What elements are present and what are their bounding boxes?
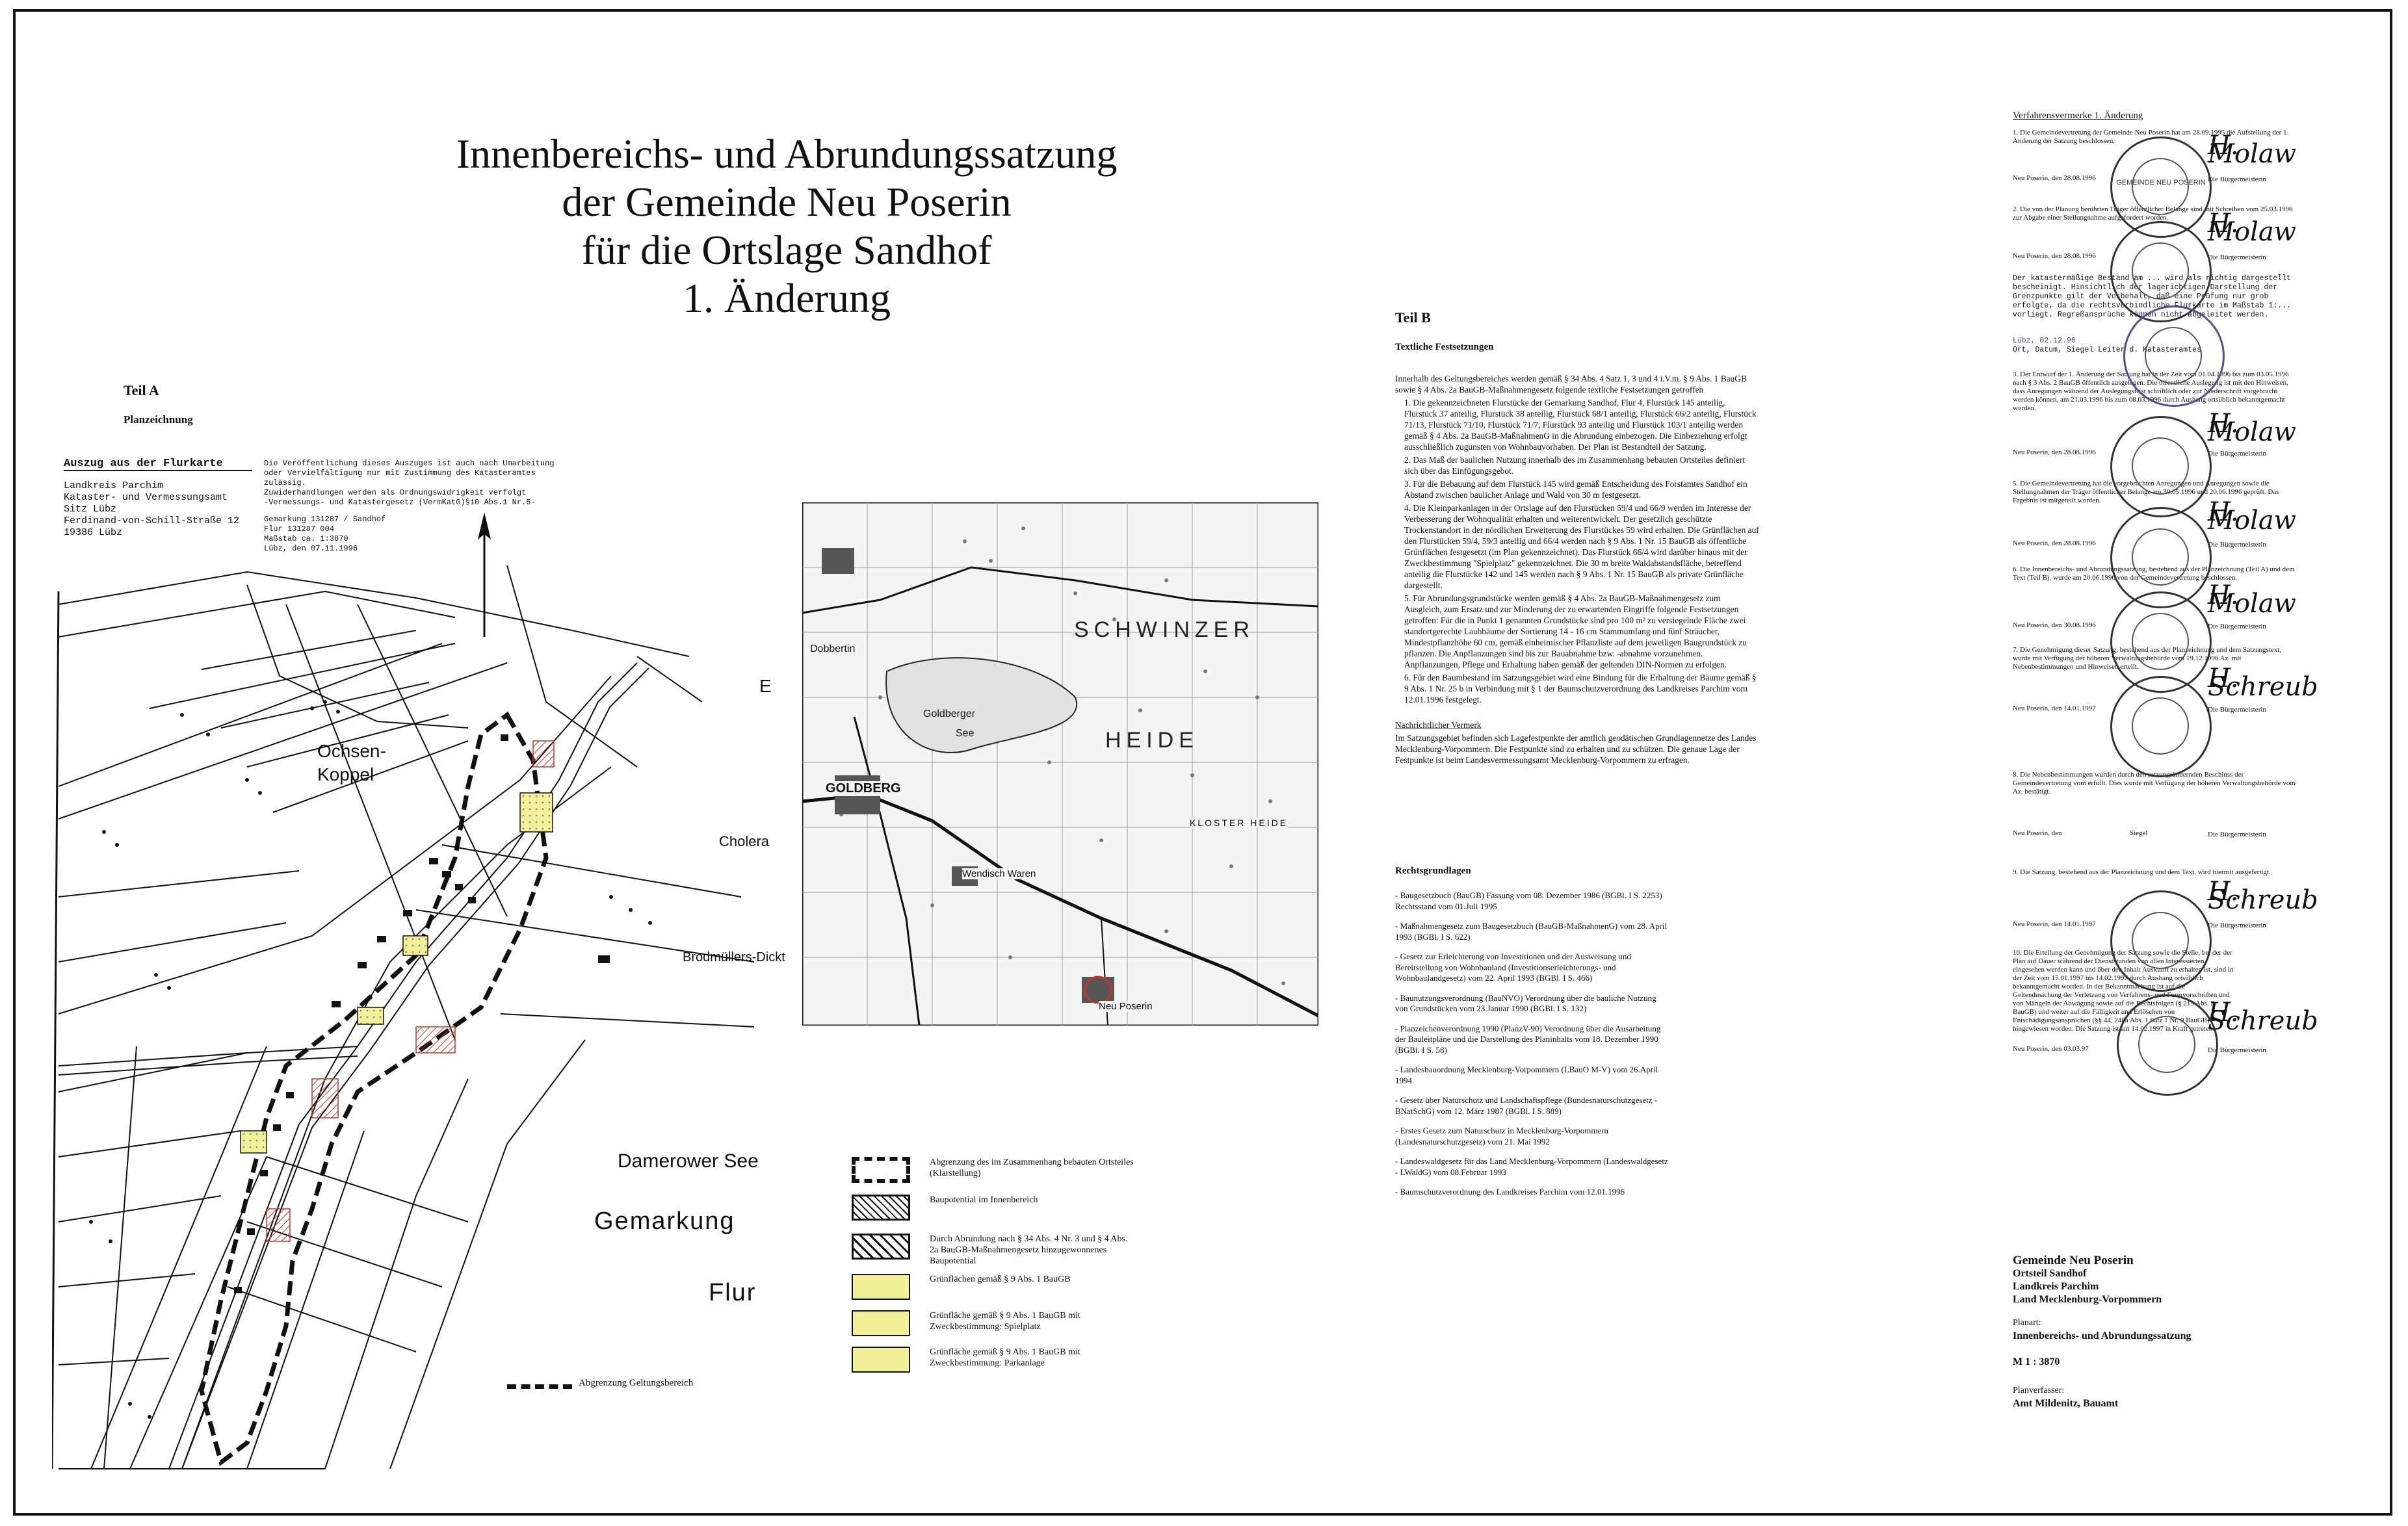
verfahrensvermerke xyxy=(2013,110,2377,1098)
title-block-land: Land Mecklenburg-Vorpommern xyxy=(2013,1294,2162,1305)
signature: H. Schreub xyxy=(2208,877,2318,915)
kataster-date: Lübz, 02.12.96 xyxy=(2013,337,2076,345)
rechtsgrundlage-item: - Maßnahmengesetz zum Baugesetzbuch (BauGB-MaßnahmenG) vom 28. April 1993 (BGBl. I S. 622) xyxy=(1395,921,1668,942)
vermerk-role: Die Bürgermeisterin xyxy=(2208,175,2266,183)
cadastral-plan xyxy=(52,507,787,1475)
flurkarte-notice xyxy=(264,459,569,508)
legend-label: Baupotential im Innenbereich xyxy=(930,1195,1038,1205)
vermerk-text: 7. Die Genehmigung dieser Satzung, bestehend aus der Planzeichnung und dem Satzungstext, wurde mit Verfügung der höheren Verwaltungsbehörde vom 19.12.1996 Az. mit Nebenbestimmungen und Hinweisen erteilt. xyxy=(2013,646,2282,671)
notice-line: Zuwiderhandlungen werden als Ordnungswidrigkeit verfolgt xyxy=(264,488,527,497)
vermerk-date: Neu Poserin, den 03.03.97 xyxy=(2013,1045,2089,1053)
legend-symbol-parkanlage xyxy=(852,1347,910,1373)
title-line-4: 1. Änderung xyxy=(683,275,891,321)
label-ochsen: Ochsen- xyxy=(317,741,386,761)
rechtsgrundlage-item: - Erstes Gesetz zum Naturschutz in Mecklenburg-Vorpommern (Landesnaturschutzgesetz) vom 21. Mai 1992 xyxy=(1395,1126,1609,1146)
legend-label: Durch Abrundung nach § 34 Abs. 4 Nr. 3 und § 4 Abs. 2a BauGB-Maßnahmengesetz hinzugewonnenes Baupotential xyxy=(930,1234,1128,1266)
abrundung-area xyxy=(416,1027,455,1053)
festsetzung-item: 4. Die Kleinparkanlagen in der Ortslage auf den Flurstücken 59/4 und 66/9 werden im Interesse der Verbesserung der Wohnqualität erhalten und weiterentwickelt. Der gesetzlich geschützte Trockenstandort in der nördlichen Erweiterung des Flurstückes 59 wird erhalten. Die Grünflächen auf den Flurstücken 59/4, 59/3 anteilig und 66/4 werden nach § 9 Abs. 1 Nr. 15 BauGB als öffentliche Grünflächen festgesetzt (im Plan gekennzeichnet). Das Flurstück 66/4 wird darüber hinaus mit der Zweckbestimmung "Spielplatz" gekennzeichnet. Die 30 m breite Waldabstandsfläche, betreffend anteilig die Flurstücke 142 und 145 werden nach § 9 Abs. 1 Nr. 15 BauGB als private Grünfläche dargestellt. xyxy=(1404,503,1759,590)
festsetzung-item: 6. Für den Baumbestand im Satzungsgebiet wird eine Bindung für die Erhaltung der Bäume gemäß § 9 Abs. 1 Nr. 25 b in Verbindung mit § 1 der Baumschutzverordnung des Landkreises Parchim vom 12.01.1996 festgelegt. xyxy=(1404,673,1757,705)
notice-line: Die Veröffentlichung dieses Auszuges ist auch nach Umarbeitung xyxy=(264,459,555,468)
vermerk-text: 2. Die von der Planung berührten Träger öffentlicher Belange sind mit Schreiben vom 25.03.1996 zur Abgabe einer Stellungnahme aufgefordert worden. xyxy=(2013,205,2293,222)
teil-a-heading: Teil A xyxy=(124,382,159,398)
topo-label-heide: HEIDE xyxy=(1105,728,1199,753)
abrundung-area xyxy=(312,1079,338,1118)
green-area xyxy=(403,936,428,955)
title-block-planverfasser: Amt Mildenitz, Bauamt xyxy=(2013,1398,2119,1409)
legend-item xyxy=(852,1274,1125,1313)
signature: H. Molaw xyxy=(2208,209,2296,247)
vermerk-text: 3. Der Entwurf der 1. Änderung der Satzung hat in der Zeit vom 01.04.1996 bis zum 03.05.1996 nach § 3 Abs. 2 BauGB öffentlich ausgelegen. Die öffentliche Auslegung ist mit den Hinweisen, dass Anregungen während der Auslegungsfrist schriftlich oder zur Niederschrift vorgebracht werden können, am 21.03.1996 bis zum 08.03.1996 durch Aushang ortsüblich bekanntgemacht worden. xyxy=(2013,370,2289,412)
legend-symbol-abrundung xyxy=(852,1234,910,1260)
abrundung-area xyxy=(267,1209,290,1241)
title-block-scale: M 1 : 3870 xyxy=(2013,1356,2060,1367)
vermerk-date: Neu Poserin, den 28.08.1996 xyxy=(2013,448,2096,456)
vermerk-role: Die Bürgermeisterin xyxy=(2208,1046,2266,1054)
address-line: Sitz Lübz xyxy=(64,504,117,515)
festsetzung-item: 3. Für die Bebauung auf dem Flurstück 145 wird gemäß Entscheidung des Forstamtes Sandhof ein Abstand zwischen baulicher Anlage und Wald von 30 m festgesetzt. xyxy=(1404,479,1747,500)
signature: H. Molaw xyxy=(2208,497,2296,536)
vermerk-role: Die Bürgermeisterin xyxy=(2208,623,2266,630)
detail-line: Flur 131287 004 xyxy=(264,524,335,534)
seal-text: GEMEINDE NEU POSERIN xyxy=(2116,179,2206,187)
vermerk-date: Neu Poserin, den xyxy=(2013,829,2062,837)
textliche-festsetzungen xyxy=(1395,373,1759,768)
gemeinde-seal-icon xyxy=(2110,676,2212,777)
topo-label-see: See xyxy=(956,728,975,739)
verfahrensvermerke-heading: Verfahrensvermerke 1. Änderung xyxy=(2013,110,2143,121)
vermerk-date: Neu Poserin, den 28.08.1996 xyxy=(2013,252,2096,260)
teil-a-subheading: Planzeichnung xyxy=(124,413,193,426)
geltungsbereich-legend-label: Abgrenzung Geltungsbereich xyxy=(579,1378,694,1388)
vermerk-text: 9. Die Satzung, bestehend aus der Planzeichnung und dem Text, wird hiermit ausgefertigt. xyxy=(2013,868,2271,876)
kataster-footer: Ort, Datum, Siegel Leiter d. Katasteramtes xyxy=(2013,346,2201,354)
label-damerower-see: Damerower See xyxy=(618,1150,759,1172)
teil-b-subheading: Textliche Festsetzungen xyxy=(1395,342,1494,352)
siegel-label: Siegel xyxy=(2130,829,2148,837)
green-area xyxy=(520,793,553,832)
notice-line: oder Vervielfältigung nur mit Zustimmung des Katasteramtes zulässig. xyxy=(264,469,536,487)
title-block-planart: Innenbereichs- und Abrundungssatzung xyxy=(2013,1330,2192,1341)
geltungsbereich-boundary xyxy=(202,715,546,1462)
nachricht-heading: Nachrichtlicher Vermerk xyxy=(1395,720,1482,730)
signature: H. Molaw xyxy=(2208,131,2296,169)
vermerk-date: Neu Poserin, den 28.08.1996 xyxy=(2013,174,2096,182)
title-block xyxy=(2013,1254,2364,1410)
green-area xyxy=(241,1131,267,1153)
rechtsgrundlage-item: - Landeswaldgesetz für das Land Mecklenburg-Vorpommern (Landeswaldgesetz - LWaldG) vom 08.Februar 1993 xyxy=(1395,1156,1668,1177)
gemeinde-seal-icon xyxy=(2110,890,2212,992)
rechtsgrundlage-item: - Gesetz über Naturschutz und Landschaftspflege (Bundesnaturschutzgesetz - BNatSchG) vom 12. März 1987 (BGBl. I S. 889) xyxy=(1395,1095,1658,1116)
kataster-text: Der katastermäßige Bestand am ... wird als richtig dargestellt bescheinigt. Hinsichtlich der lagerichtigen Darstellung der Grenzpunkte gilt der Vorbehalt, daß eine Prüfung nur grob erfolgte, da die rechtsverbindliche Flurkarte im Maßstab 1:... vorliegt. Regreßansprüche können nicht abgeleitet werden. xyxy=(2013,274,2291,319)
vermerk-text: 6. Die Innenbereichs- und Abrundungssatzung, bestehend aus der Planzeichnung (Teil A) und dem Text (Teil B), wurde am 20.06.1996 von der Gemeindevertretung beschlossen. xyxy=(2013,565,2295,582)
vermerk-date: Neu Poserin, den 14.01.1997 xyxy=(2013,705,2096,712)
legend-item xyxy=(852,1234,1128,1273)
vermerk-text: 8. Die Nebenbestimmungen wurden durch den satzungsändernden Beschluss der Gemeindevertretung vom erfüllt. Dies wurde mit Verfügung der höheren Verwaltungsbehörde vom Az. bestätigt. xyxy=(2013,771,2296,795)
title-block-ortsteil: Ortsteil Sandhof xyxy=(2013,1268,2087,1279)
abrundung-area xyxy=(533,741,554,767)
signature: H. Molaw xyxy=(2208,580,2296,619)
geltungsbereich-legend-symbol xyxy=(507,1384,572,1389)
label-gemarkung: Gemarkung xyxy=(594,1208,735,1235)
vermerk-text: 10. Die Erteilung der Genehmigung der Satzung sowie die Stelle, bei der der Plan auf Dauer während der Dienststunden von allen Interessierten eingesehen werden kann und über den Inhalt Auskunft zu erhalten ist, sind in der Zeit vom 15.01.1997 bis 14.02.1997 durch Aushang ortsüblich bekanntgemacht worden. In der Bekanntmachung ist auf die Geltendmachung der Verletzung von Verfahrens- und Formvorschriften und von Mängeln der Abwägung sowie auf die Rechtsfolgen (§ 215 Abs. 2 BauGB) und weiter auf die Fälligkeit und Erlöschen von Entschädigungsansprüchen (§§ 44, 246a Abs. 1 Satz 1 Nr. 9 BauGB) hingewiesen worden. Die Satzung ist am 14.02.1997 in Kraft getreten. xyxy=(2013,949,2234,1033)
address-line: Ferdinand-von-Schill-Straße 12 xyxy=(64,515,240,526)
topo-label-dobbertin: Dobbertin xyxy=(810,643,856,654)
kataster-seal-icon xyxy=(2123,305,2225,407)
legend-label: Abgrenzung des im Zusammenhang bebauten Ortsteiles (Klarstellung) xyxy=(930,1157,1134,1178)
legend-item xyxy=(852,1157,1134,1196)
notice-line: -Vermessungs- und Katastergesetz (VermKatG)§10 Abs.1 Nr.5- xyxy=(264,498,536,507)
vermerk-text: 1. Die Gemeindevertretung der Gemeinde Neu Poserin hat am 28.09.1995 die Aufstellung der 1. Änderung der Satzung beschlossen. xyxy=(2013,129,2289,145)
title-block-planart-label: Planart: xyxy=(2013,1318,2041,1328)
flurkarte-heading: Auszug aus der Flurkarte xyxy=(64,458,252,471)
festsetzung-item: 5. Für Abrundungsgrundstücke werden gemäß § 4 Abs. 2a BauGB-Maßnahmengesetz zum Ausgleich, zum Ersatz und zur Minderung der zu erwartenden Eingriffe folgende Festsetzungen getroffen: Für die in Punkt 1 genannten Grundstücke sind pro 100 m² zu versiegelnde Fläche zwei standortgerechte Laubbäume der Sortierung 14 - 16 cm Stammumfang und fünf Sträucher, Mindestpflanzhöhe 60 cm, gemäß einheimischer Pflanzliste auf dem jeweiligen Baugrundstück zu pflanzen. Die Anpflanzungen sind bis zur Bauabnahme bzw. -abnahme vorzunehmen. Anpflanzungen, Pflege und Erhaltung haben gemäß der geltenden DIN-Normen zu erfolgen. xyxy=(1404,593,1747,669)
detail-line: Maßstab ca. 1:3870 xyxy=(264,534,348,543)
title-block-gemeinde: Gemeinde Neu Poserin xyxy=(2013,1254,2134,1267)
address-line: 19386 Lübz xyxy=(64,527,123,538)
topo-label-goldberger: Goldberger xyxy=(923,708,976,719)
legend-item xyxy=(852,1310,1125,1349)
vermerk-role: Die Bürgermeisterin xyxy=(2208,922,2266,929)
legend-label: Grünfläche gemäß § 9 Abs. 1 BauGB mit Zweckbestimmung: Spielplatz xyxy=(930,1311,1080,1332)
topo-label-goldberg: GOLDBERG xyxy=(826,781,901,795)
rechtsgrundlage-item: - Baumschutzverordnung des Landkreises Parchim vom 12.01.1996 xyxy=(1395,1187,1625,1196)
signature: H. Schreub xyxy=(2208,664,2318,702)
vermerk-date: Neu Poserin, den 30.08.1996 xyxy=(2013,621,2096,629)
rechtsgrundlage-item: - Baugesetzbuch (BauGB) Fassung vom 08. Dezember 1986 (BGBl. I S. 2253) Rechtsstand vom 01.Juli 1995 xyxy=(1395,890,1662,911)
topo-label-schwinzer: SCHWINZER xyxy=(1074,617,1255,642)
north-arrow-icon xyxy=(478,512,491,637)
title-line-3: für die Ortslage Sandhof xyxy=(581,227,992,273)
vermerk-text: 5. Die Gemeindevertretung hat die vorgebrachten Anregungen und Anregungen sowie die Stellungnahmen der Träger öffentlicher Belange am 30.05.1996 und 20.06.1996 geprüft. Das Ergebnis ist mitgeteilt worden. xyxy=(2013,480,2279,504)
label-e: E xyxy=(759,676,772,696)
playground-area xyxy=(358,1007,384,1024)
vermerk-role: Die Bürgermeisterin xyxy=(2208,253,2266,261)
legend-symbol-abgrenzung xyxy=(852,1157,910,1183)
address-line: Landkreis Parchim xyxy=(64,480,164,491)
rechtsgrundlage-item: - Baunutzungsverordnung (BauNVO) Verordnung über die bauliche Nutzung von Grundstücken vom 23.Januar 1990 (BGBl. I S. 132) xyxy=(1395,992,1656,1013)
legend-label: Grünflächen gemäß § 9 Abs. 1 BauGB xyxy=(930,1274,1071,1284)
vermerk-role: Die Bürgermeisterin xyxy=(2208,706,2266,714)
signature: H. Schreub xyxy=(2208,998,2318,1036)
legend-symbol-spielplatz xyxy=(852,1310,910,1336)
vermerk-role: Die Bürgermeisterin xyxy=(2208,541,2266,549)
label-koppel: Koppel xyxy=(317,764,374,784)
vermerk-date: Neu Poserin, den 28.08.1996 xyxy=(2013,539,2096,547)
vermerk-date: Neu Poserin, den 14.01.1997 xyxy=(2013,920,2096,928)
rechtsgrundlage-item: - Planzeichenverordnung 1990 (PlanzV-90) Verordnung über die Ausarbeitung der Bauleitpläne und die Darstellung des Planinhalts vom 18. Dezember 1990 (BGBl. I S. 58) xyxy=(1395,1023,1661,1055)
rechtsgrundlage-item: - Landesbauordnung Mecklenburg-Vorpommern (LBauO M-V) vom 26.April 1994 xyxy=(1395,1065,1658,1085)
detail-line: Gemarkung 131287 / Sandhof xyxy=(264,515,386,524)
legend-label: Grünfläche gemäß § 9 Abs. 1 BauGB mit Zweckbestimmung: Parkanlage xyxy=(930,1347,1080,1368)
topo-label-neu-poserin: Neu Poserin xyxy=(1099,1001,1153,1012)
vermerk-role: Die Bürgermeisterin xyxy=(2208,831,2266,838)
label-flur: Flur xyxy=(709,1279,757,1306)
topographic-overview-map xyxy=(802,502,1318,1026)
signature: H. Molaw xyxy=(2208,409,2296,447)
detail-line: Lübz, den 07.11.1996 xyxy=(264,544,358,553)
vermerk-entry xyxy=(2013,868,2318,929)
gemeinde-seal-icon xyxy=(2117,994,2218,1096)
title-block-landkreis: Landkreis Parchim xyxy=(2013,1281,2099,1292)
title-block-planverfasser-label: Planverfasser: xyxy=(2013,1386,2065,1395)
nachricht-text: Im Satzungsgebiet befinden sich Lagefestpunkte der amtlich geodätischen Grundlagennetze des Landes Mecklenburg-Vorpommern. Die Festpunkte sind zu erhalten und zu schützen. Die genaue Lage der Festpunkte ist beim Landesvermessungsamt Mecklenburg-Vorpommern zu erfragen. xyxy=(1395,733,1757,765)
title-line-1: Innenbereichs- und Abrundungssatzung xyxy=(456,131,1118,177)
title-line-2: der Gemeinde Neu Poserin xyxy=(562,179,1012,225)
legend-item xyxy=(852,1347,1125,1386)
festsetzung-item: 2. Das Maß der baulichen Nutzung innerhalb des im Zusammenhang bebauten Ortsteiles definiert sich über das Einfügungsgebot. xyxy=(1404,455,1745,476)
legend-symbol-gruenflaechen xyxy=(852,1274,910,1300)
topo-label-kloster-heide: KLOSTER HEIDE xyxy=(1190,818,1289,828)
gemeinde-seal-icon xyxy=(2110,416,2212,517)
teil-b-heading: Teil B xyxy=(1395,309,1431,326)
festsetzung-intro: Innerhalb des Geltungsbereiches werden gemäß § 34 Abs. 4 Satz 1, 3 und 4 i.V.m. § 9 Abs. 1 BauGB sowie § 4 Abs. 2a BauGB-Maßnahmengesetz folgende textliche Festsetzungen getroffen xyxy=(1395,374,1747,394)
plan-title xyxy=(364,130,1209,322)
address-line: Kataster- und Vermessungsamt xyxy=(64,492,228,503)
rechtsgrundlagen-heading: Rechtsgrundlagen xyxy=(1395,866,1471,876)
vermerk-role: Die Bürgermeisterin xyxy=(2208,450,2266,458)
legend-item xyxy=(852,1195,1125,1234)
label-brodmuellers: Brodmüllers-Dickt xyxy=(683,950,785,964)
plan-legend xyxy=(852,1157,1138,1378)
rechtsgrundlage-item: - Gesetz zur Erleichterung von Investitionen und der Ausweisung und Bereitstellung von Wohnbauland (Investitionserleichterungs- und Wohnbaulandgesetz) vom 22. April 1993 (BGBl. I S. 466) xyxy=(1395,951,1631,983)
topo-label-wendisch-waren: Wendisch Waren xyxy=(962,868,1036,879)
legend-symbol-baupotential xyxy=(852,1195,910,1221)
festsetzung-item: 1. Die gekennzeichneten Flurstücke der Gemarkung Sandhof, Flur 4, Flurstück 145 anteilig, Flurstück 37 anteilig, Flurstück 38 anteilig, Flurstück 68/1 anteilig, Flurstück 66/2 anteilig, Flurstück 71/13, Flurstück 71/10, Flurstück 71/7, Flurstück 93 anteilig und Flurstück 103/1 anteilig werden gemäß § 4 Abs. 2a BauGB-MaßnahmenG in die Abrundung einbezogen. Die Einbeziehung erfolgt ausschließlich zugunsten von Wohnbauvorhaben. Der Plan ist Bestandteil der Satzung. xyxy=(1404,398,1757,452)
label-cholera: Cholera xyxy=(719,833,770,849)
rechtsgrundlagen-list xyxy=(1395,890,1668,1207)
